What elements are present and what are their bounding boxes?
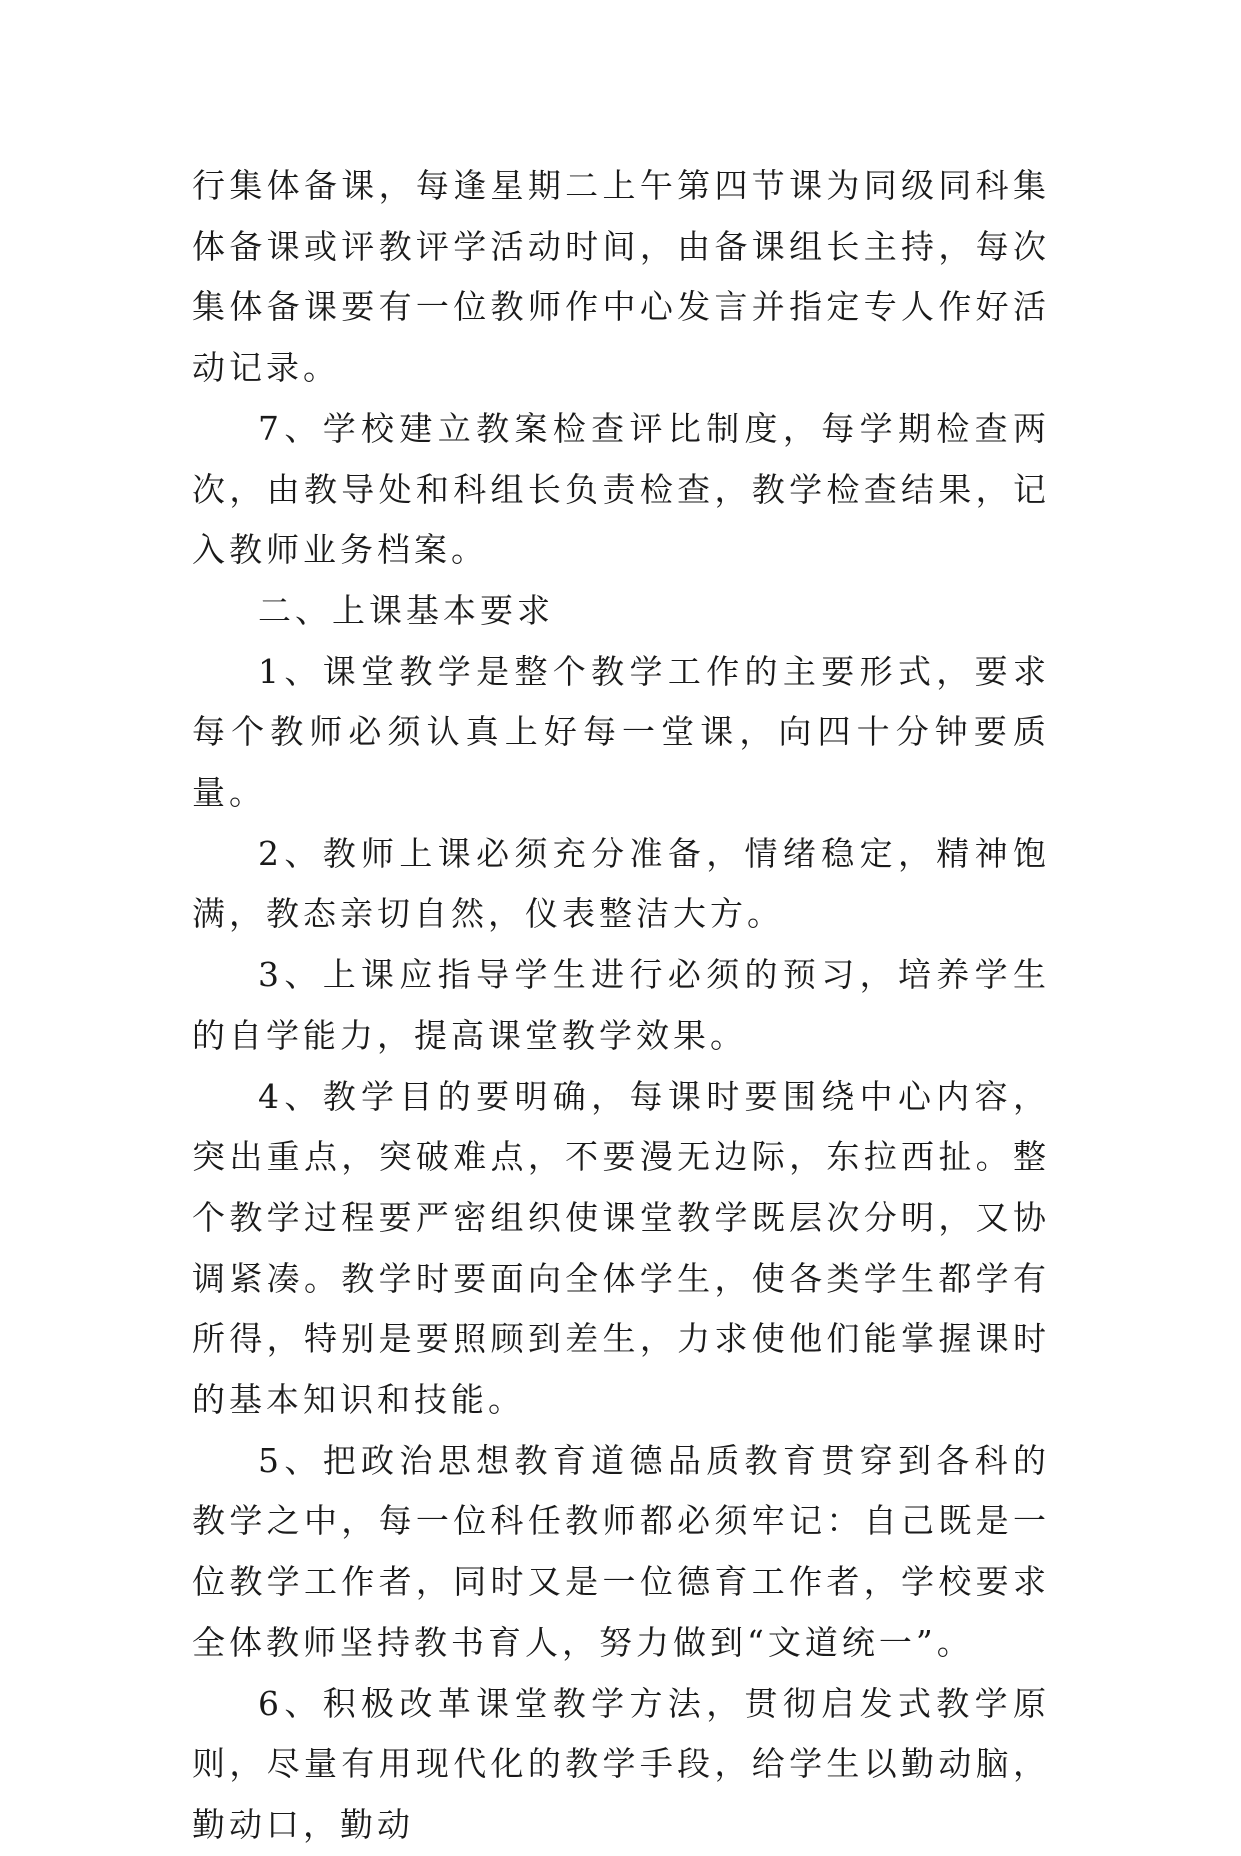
paragraph-item-6-teaching-reform: 6、积极改革课堂教学方法，贯彻启发式教学原则，尽量有用现代化的教学手段，给学生以勤动脑，勤动口，勤动 bbox=[192, 1683, 1050, 1844]
paragraph-item-5-moral-education: 5、把政治思想教育道德品质教育贯穿到各科的教学之中，每一位科任教师都必须牢记：自己既是一位教学工作者，同时又是一位德育工作者，学校要求全体教师坚持教书育人，努力做到“文道统一”。 bbox=[192, 1440, 1050, 1662]
document-body bbox=[192, 156, 1050, 1856]
paragraph-item-1-classroom-teaching: 1、课堂教学是整个教学工作的主要形式，要求每个教师必须认真上好每一堂课，向四十分钟要质量。 bbox=[192, 651, 1050, 813]
paragraph-collective-lesson-prep-continued: 行集体备课，每逢星期二上午第四节课为同级同科集体备课或评教评学活动时间，由备课组长主持，每次集体备课要有一位教师作中心发言并指定专人作好活动记录。 bbox=[192, 166, 1050, 388]
paragraph-item-3-preview-guidance: 3、上课应指导学生进行必须的预习，培养学生的自学能力，提高课堂教学效果。 bbox=[192, 955, 1050, 1055]
paragraph-item-2-teacher-preparation: 2、教师上课必须充分准备，情绪稳定，精神饱满，教态亲切自然，仪表整洁大方。 bbox=[192, 833, 1050, 934]
paragraph-item-4-teaching-objectives: 4、教学目的要明确，每课时要围绕中心内容，突出重点，突破难点，不要漫无边际，东拉西扯。整个教学过程要严密组织使课堂教学既层次分明，又协调紧凑。教学时要面向全体学生，使各类学生都学有所得，特别是要照顾到差生，力求使他们能掌握课时的基本知识和技能。 bbox=[192, 1076, 1050, 1420]
paragraph-item-7-lesson-plan-inspection: 7、学校建立教案检查评比制度，每学期检查两次，由教导处和科组长负责检查，教学检查结果，记入教师业务档案。 bbox=[192, 408, 1050, 570]
section-heading-class-requirements: 二、上课基本要求 bbox=[258, 590, 554, 630]
